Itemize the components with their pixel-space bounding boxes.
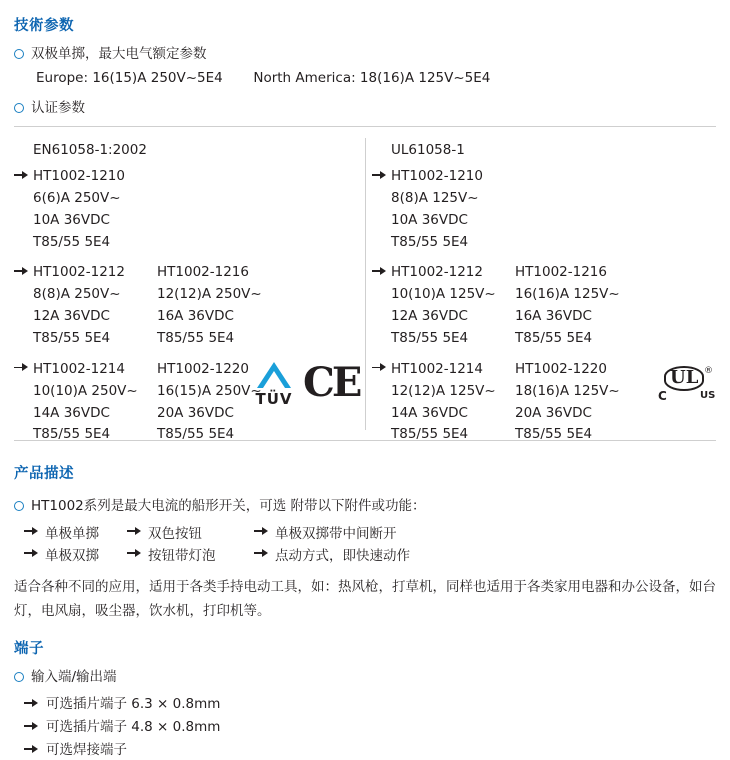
cert-item [391, 166, 515, 253]
arrow-icon [14, 362, 29, 375]
feature-label: 按钮带灯泡 [148, 548, 216, 564]
rating-line: T85/55 5E4 [515, 330, 593, 347]
rating-line: 16(15)A 250V~ [157, 382, 262, 399]
terminal-label: 可选插片端子 4.8 × 0.8mm [46, 719, 221, 735]
cert-item [391, 359, 515, 446]
technical-bullet-1 [14, 44, 207, 64]
technical-bullet-1-label: 双极单掷，最大电气额定参数 [31, 46, 207, 62]
ring-bullet-icon [14, 672, 24, 682]
certification-column-divider [365, 138, 366, 430]
terminal-item-3 [24, 740, 127, 760]
section-title-product: 产品描述 [14, 466, 74, 482]
rating-line: 6(6)A 250V~ [33, 189, 121, 206]
feature-item [254, 522, 397, 542]
terminal-item-2 [24, 717, 220, 737]
arrow-icon [24, 525, 39, 538]
arrow-icon [24, 743, 39, 756]
feature-label: 双色按钮 [148, 526, 202, 542]
rating-line: 8(8)A 250V~ [33, 286, 121, 303]
model-label: HT1002-1216 [515, 264, 607, 281]
rating-line: 8(8)A 125V~ [391, 189, 479, 206]
feature-label: 单极单掷 [45, 526, 99, 542]
cert-item [157, 262, 281, 349]
cert-item [33, 359, 157, 446]
rating-line: 12A 36VDC [391, 308, 468, 325]
terminal-label: 可选插片端子 6.3 × 0.8mm [46, 696, 221, 712]
rating-line: T85/55 5E4 [33, 330, 111, 347]
product-bullet-1-label: HT1002系列是最大电流的船形开关，可选 附带以下附件或功能： [31, 498, 426, 514]
rating-line: 10(10)A 125V~ [391, 286, 496, 303]
arrow-icon [24, 547, 39, 560]
rating-line: T85/55 5E4 [33, 233, 111, 250]
cert-item [515, 262, 639, 349]
rating-line: T85/55 5E4 [157, 330, 235, 347]
divider-top [14, 126, 716, 127]
model-label: HT1002-1214 [33, 360, 125, 377]
terminal-label: 可选焊接端子 [46, 742, 127, 758]
arrow-icon [254, 525, 269, 538]
arrow-icon [127, 525, 142, 538]
standard-label-en: EN61058-1:2002 [33, 142, 147, 158]
model-label: HT1002-1212 [33, 264, 125, 281]
ul-logo [658, 366, 714, 410]
model-label: HT1002-1220 [157, 360, 249, 377]
ul-logo-label: UL [664, 366, 704, 391]
arrow-icon [372, 169, 387, 182]
ring-bullet-icon [14, 49, 24, 59]
arrow-icon [14, 265, 29, 278]
cert-item [391, 262, 515, 349]
feature-item [24, 544, 120, 564]
divider-bottom [14, 440, 716, 441]
arrow-icon [372, 362, 387, 375]
section-title-technical: 技術参数 [14, 18, 74, 34]
technical-ratings-line [36, 70, 490, 86]
rating-line: 10(10)A 250V~ [33, 382, 138, 399]
rating-line: 20A 36VDC [157, 404, 234, 421]
rating-line: 12A 36VDC [33, 308, 110, 325]
cert-item [33, 262, 157, 349]
arrow-icon [24, 720, 39, 733]
tuv-triangle-icon [246, 362, 302, 388]
technical-bullet-2-label: 认证参数 [31, 100, 85, 116]
tuv-logo [246, 362, 302, 408]
product-bullet-1 [14, 496, 426, 516]
certification-table [14, 134, 716, 443]
rating-line: 14A 36VDC [391, 404, 468, 421]
standard-label-ul: UL61058-1 [391, 142, 465, 158]
cert-item [33, 166, 157, 253]
rating-line: T85/55 5E4 [391, 330, 469, 347]
feature-row-2 [24, 544, 410, 564]
feature-row-1 [24, 522, 397, 542]
rating-line: T85/55 5E4 [391, 426, 469, 443]
arrow-icon [372, 265, 387, 278]
ring-bullet-icon [14, 501, 24, 511]
terminals-bullet-1-label: 输入端/输出端 [31, 669, 117, 685]
arrow-icon [24, 697, 39, 710]
rating-line: T85/55 5E4 [33, 426, 111, 443]
feature-label: 单极双掷带中间断开 [275, 526, 397, 542]
model-label: HT1002-1210 [391, 168, 483, 184]
rating-line: 12(12)A 250V~ [157, 286, 262, 303]
rating-line: 14A 36VDC [33, 404, 110, 421]
model-label: HT1002-1220 [515, 360, 607, 377]
feature-label: 点动方式，即快速动作 [275, 548, 410, 564]
arrow-icon [254, 547, 269, 560]
rating-line: 10A 36VDC [391, 211, 468, 228]
section-title-terminals: 端子 [14, 641, 44, 657]
rating-line: 18(16)A 125V~ [515, 382, 620, 399]
model-label: HT1002-1214 [391, 360, 483, 377]
feature-item [127, 522, 247, 542]
feature-item [254, 544, 410, 564]
rating-line: 16A 36VDC [515, 308, 592, 325]
cert-group [14, 166, 359, 253]
rating-line: 16(16)A 125V~ [515, 286, 620, 303]
arrow-icon [127, 547, 142, 560]
north-america-rating: North America: 18(16)A 125V~5E4 [253, 70, 491, 86]
europe-rating: Europe: 16(15)A 250V~5E4 [36, 70, 223, 86]
terminal-item-1 [24, 694, 220, 714]
arrow-icon [14, 169, 29, 182]
model-label: HT1002-1210 [33, 168, 125, 184]
terminals-bullet-1 [14, 667, 117, 687]
ul-registered-mark: ® [704, 366, 713, 376]
rating-line: 20A 36VDC [515, 404, 592, 421]
model-label: HT1002-1216 [157, 264, 249, 281]
cert-group [372, 262, 717, 349]
cert-group [14, 262, 359, 349]
rating-line: 12(12)A 125V~ [391, 382, 496, 399]
technical-bullet-2 [14, 98, 85, 118]
model-label: HT1002-1212 [391, 264, 483, 281]
product-paragraph: 适合各种不同的应用，适用于各类手持电动工具，如：热风枪，打草机，同样也适用于各类家用电器和办公设备，如台灯，电风扇，吸尘器，饮水机，打印机等。 [14, 579, 716, 619]
rating-line: T85/55 5E4 [157, 426, 235, 443]
certification-column-en [14, 134, 359, 455]
ul-c-mark: C [658, 389, 667, 403]
ring-bullet-icon [14, 103, 24, 113]
feature-label: 单极双掷 [45, 548, 99, 564]
rating-line: 10A 36VDC [33, 211, 110, 228]
feature-item [24, 522, 120, 542]
ul-us-mark: US [700, 390, 716, 401]
tuv-logo-label: TÜV [255, 390, 293, 408]
ce-logo: CE [303, 359, 360, 406]
rating-line: T85/55 5E4 [515, 426, 593, 443]
rating-line: T85/55 5E4 [391, 233, 469, 250]
cert-item [515, 359, 639, 446]
feature-item [127, 544, 247, 564]
cert-group [372, 166, 717, 253]
rating-line: 16A 36VDC [157, 308, 234, 325]
